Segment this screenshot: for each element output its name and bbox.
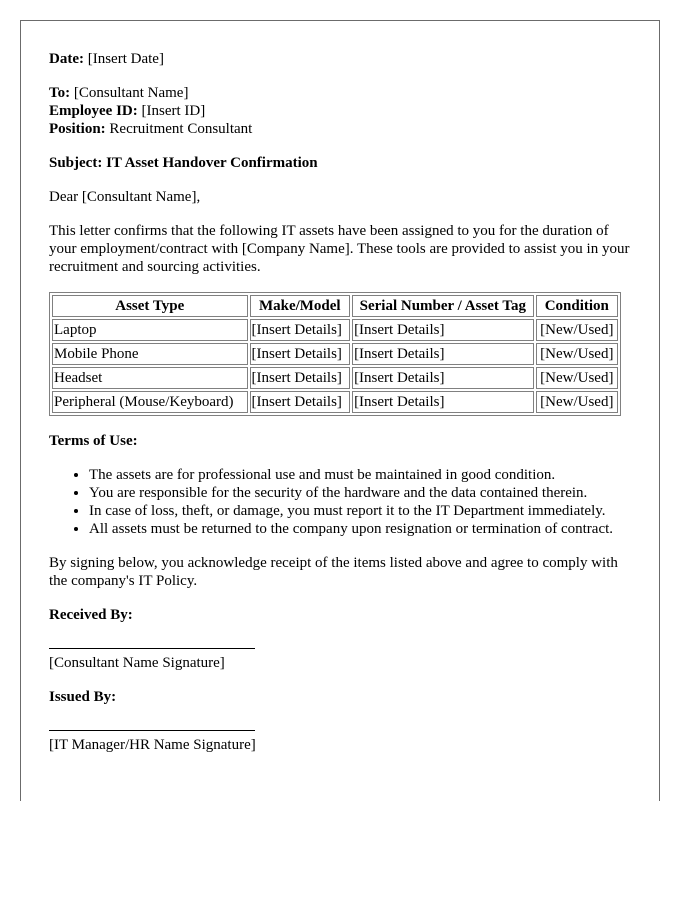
cell-asset-type: Mobile Phone	[52, 343, 248, 365]
cell-condition: [New/Used]	[536, 367, 618, 389]
cell-condition: [New/Used]	[536, 391, 618, 413]
intro-paragraph: This letter confirms that the following IT assets have been assigned to you for the duration of your employment/contract with [Company Name]. These tools are provided to assist you in your recruitment and sourcing activities.	[49, 223, 630, 275]
table-row	[52, 367, 618, 389]
to-value: [Consultant Name]	[73, 85, 189, 101]
cell-serial-number: [Insert Details]	[352, 391, 534, 413]
cell-make-model: [Insert Details]	[250, 343, 351, 365]
column-header-condition: Condition	[536, 295, 618, 317]
date-value: [Insert Date]	[87, 51, 164, 67]
cell-make-model: [Insert Details]	[250, 319, 351, 341]
letter-page	[20, 20, 660, 801]
salutation: Dear [Consultant Name],	[49, 189, 201, 205]
issued-by-heading: Issued By:	[49, 689, 117, 705]
terms-list	[49, 466, 631, 538]
list-item: • You are responsible for the security of the hardware and the data contained therein.	[89, 484, 631, 502]
acknowledgement-paragraph: By signing below, you acknowledge receipt of the items listed above and agree to comply with the company's IT Policy.	[49, 555, 618, 589]
to-line	[49, 84, 631, 102]
issued-by-block	[49, 688, 631, 754]
list-item: • In case of loss, theft, or damage, you must report it to the IT Department immediately.	[89, 502, 631, 520]
table-header-row	[52, 295, 618, 317]
employee-id-value: [Insert ID]	[141, 103, 206, 119]
cell-make-model: [Insert Details]	[250, 367, 351, 389]
table-row	[52, 343, 618, 365]
received-by-heading: Received By:	[49, 607, 133, 623]
position-line	[49, 120, 631, 138]
cell-make-model: [Insert Details]	[250, 391, 351, 413]
terms-heading: Terms of Use:	[49, 433, 138, 449]
employee-id-line	[49, 102, 631, 120]
recipient-block	[49, 84, 631, 138]
to-label: To:	[49, 85, 71, 101]
received-signature-line	[49, 648, 255, 649]
date-line	[49, 50, 631, 68]
cell-asset-type: Laptop	[52, 319, 248, 341]
cell-serial-number: [Insert Details]	[352, 343, 534, 365]
date-label: Date:	[49, 51, 84, 67]
cell-condition: [New/Used]	[536, 319, 618, 341]
issued-signature-caption: [IT Manager/HR Name Signature]	[49, 737, 256, 753]
received-by-block	[49, 606, 631, 672]
cell-asset-type: Peripheral (Mouse/Keyboard)	[52, 391, 248, 413]
table-row	[52, 391, 618, 413]
table-row	[52, 319, 618, 341]
cell-serial-number: [Insert Details]	[352, 319, 534, 341]
cell-asset-type: Headset	[52, 367, 248, 389]
column-header-serial-number: Serial Number / Asset Tag	[352, 295, 534, 317]
column-header-make-model: Make/Model	[250, 295, 351, 317]
received-signature-caption: [Consultant Name Signature]	[49, 655, 225, 671]
cell-serial-number: [Insert Details]	[352, 367, 534, 389]
column-header-asset-type: Asset Type	[52, 295, 248, 317]
position-value: Recruitment Consultant	[109, 121, 253, 137]
asset-table	[49, 292, 621, 416]
issued-signature-line	[49, 730, 255, 731]
position-label: Position:	[49, 121, 106, 137]
list-item: • The assets are for professional use and must be maintained in good condition.	[89, 466, 631, 484]
cell-condition: [New/Used]	[536, 343, 618, 365]
subject-line: Subject: IT Asset Handover Confirmation	[49, 155, 318, 171]
list-item: • All assets must be returned to the company upon resignation or termination of contract.	[89, 520, 631, 538]
employee-id-label: Employee ID:	[49, 103, 138, 119]
